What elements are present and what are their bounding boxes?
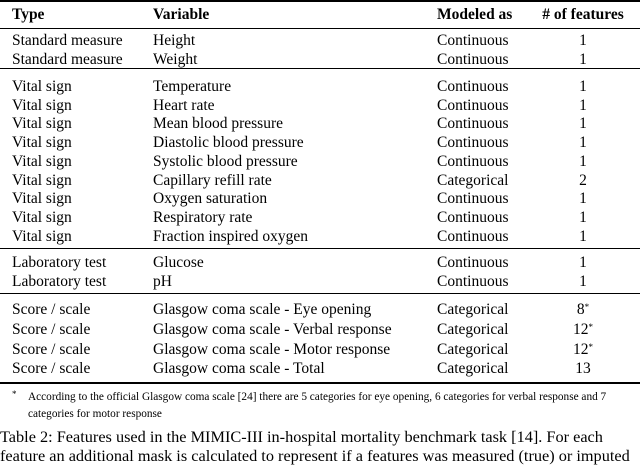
table-row	[0, 31, 640, 50]
cell-features	[540, 114, 626, 133]
cell-type: Score / scale	[12, 320, 91, 338]
cell-modeled-as: Continuous	[437, 254, 509, 271]
cell-features	[540, 171, 626, 190]
cell-type: Vital sign	[12, 227, 72, 245]
cell-modeled-as: Continuous	[437, 190, 509, 208]
table-row	[0, 340, 640, 359]
cell-type: Score / scale	[12, 340, 91, 358]
footnote-ref: *	[584, 302, 590, 312]
cell-modeled-as: Continuous	[437, 273, 509, 290]
feature-count: 8	[576, 301, 585, 318]
table-row	[0, 96, 640, 115]
cell-modeled-as: Continuous	[437, 32, 509, 49]
cell-type: Laboratory test	[12, 254, 107, 271]
cell-modeled-as: Continuous	[437, 134, 509, 152]
cell-features	[540, 320, 626, 339]
footnote-mark: *	[12, 389, 17, 399]
feature-count: 1	[579, 227, 587, 245]
cell-modeled-as: Categorical	[437, 320, 509, 338]
cell-modeled-as: Continuous	[437, 227, 509, 245]
table-row	[0, 272, 640, 291]
cell-features	[540, 300, 626, 319]
table-row	[0, 152, 640, 171]
cell-type: Vital sign	[12, 171, 72, 189]
cell-variable: Mean blood pressure	[153, 115, 283, 133]
footnote	[28, 389, 638, 423]
cell-modeled-as: Continuous	[437, 96, 509, 114]
cell-features	[540, 253, 626, 272]
cell-type: Standard measure	[12, 32, 123, 49]
feature-count: 1	[579, 134, 587, 152]
top-rule	[0, 0, 640, 2]
feature-count: 1	[579, 32, 587, 49]
cell-features	[540, 208, 626, 227]
cell-type: Standard measure	[12, 50, 123, 68]
footnote-line-1: According to the official Glasgow coma scale [24] there are 5 categories for eye opening, 6 categories for verbal response and 7	[28, 391, 607, 403]
header-variable: Variable	[153, 6, 210, 23]
cell-variable: Glasgow coma scale - Eye opening	[153, 301, 372, 318]
cell-type: Vital sign	[12, 208, 72, 226]
cell-modeled-as: Categorical	[437, 360, 509, 378]
feature-count: 1	[579, 115, 587, 133]
cell-variable: Diastolic blood pressure	[153, 134, 304, 152]
table-row	[0, 300, 640, 319]
cell-modeled-as: Categorical	[437, 301, 509, 318]
cell-variable: Glasgow coma scale - Motor response	[153, 340, 391, 358]
feature-count: 1	[579, 273, 587, 290]
table-row	[0, 359, 640, 378]
bottom-rule	[0, 382, 640, 384]
cell-variable: Heart rate	[153, 96, 215, 114]
cell-modeled-as: Categorical	[437, 171, 509, 189]
table-row	[0, 171, 640, 190]
cell-type: Vital sign	[12, 115, 72, 133]
cell-variable: Respiratory rate	[153, 208, 253, 226]
caption-line-1: Table 2: Features used in the MIMIC-III in-hospital mortality benchmark task [14]. For each	[0, 427, 603, 446]
header-type: Type	[12, 6, 45, 23]
table-row	[0, 208, 640, 227]
feature-count: 1	[579, 152, 587, 170]
cell-type: Score / scale	[12, 301, 91, 318]
cell-type: Score / scale	[12, 360, 91, 378]
cell-features	[540, 189, 626, 208]
cell-type: Laboratory test	[12, 273, 107, 290]
feature-count: 1	[579, 190, 587, 208]
cell-features	[540, 227, 626, 246]
cell-variable: Systolic blood pressure	[153, 152, 298, 170]
cell-type: Vital sign	[12, 78, 72, 95]
cell-modeled-as: Continuous	[437, 50, 509, 68]
table-row	[0, 114, 640, 133]
cell-variable: Glasgow coma scale - Verbal response	[153, 320, 392, 338]
cell-features	[540, 340, 626, 359]
cell-type: Vital sign	[12, 96, 72, 114]
group-rule	[0, 68, 640, 69]
footnote-ref: *	[588, 341, 593, 352]
feature-count: 1	[579, 96, 587, 114]
table-row	[0, 50, 640, 69]
cell-variable: Fraction inspired oxygen	[153, 227, 308, 245]
cell-variable: Glucose	[153, 254, 204, 271]
feature-count: 1	[579, 254, 587, 271]
group-rule	[0, 248, 640, 249]
table-row	[0, 227, 640, 246]
feature-count: 2	[579, 171, 587, 189]
table-row	[0, 320, 640, 339]
cell-type: Vital sign	[12, 190, 72, 208]
feature-count: 1	[579, 78, 587, 95]
feature-count: 12	[573, 340, 589, 358]
cell-features	[540, 31, 626, 50]
header-row	[0, 5, 640, 24]
cell-variable: Height	[153, 32, 196, 49]
cell-features	[540, 133, 626, 152]
cell-features	[540, 359, 626, 378]
cell-type: Vital sign	[12, 134, 72, 152]
cell-features	[540, 96, 626, 115]
cell-variable: Capillary refill rate	[153, 171, 272, 189]
header-rule	[0, 28, 640, 29]
table-row	[0, 133, 640, 152]
header-modeled: Modeled as	[437, 6, 513, 23]
cell-variable: Weight	[153, 50, 198, 68]
table-caption	[0, 427, 638, 465]
cell-features	[540, 272, 626, 291]
cell-variable: pH	[153, 273, 172, 290]
group-rule	[0, 293, 640, 294]
cell-features	[540, 77, 626, 96]
cell-variable: Oxygen saturation	[153, 190, 268, 208]
cell-modeled-as: Continuous	[437, 115, 509, 133]
caption-line-2: feature an additional mask is calculated to represent if a features was measured (true) or imputed	[0, 446, 630, 465]
table-row	[0, 253, 640, 272]
footnote-ref: *	[588, 321, 593, 332]
cell-modeled-as: Continuous	[437, 208, 509, 226]
cell-features	[540, 152, 626, 171]
cell-modeled-as: Continuous	[437, 78, 509, 95]
cell-modeled-as: Categorical	[437, 340, 509, 358]
cell-variable: Glasgow coma scale - Total	[153, 360, 325, 378]
cell-features	[540, 50, 626, 69]
cell-modeled-as: Continuous	[437, 152, 509, 170]
footnote-line-2: categories for motor response	[28, 408, 162, 420]
cell-type: Vital sign	[12, 152, 72, 170]
feature-count: 1	[579, 208, 587, 226]
table-row	[0, 77, 640, 96]
cell-variable: Temperature	[153, 78, 232, 95]
table-row	[0, 189, 640, 208]
feature-count: 12	[573, 320, 589, 338]
header-features: # of features	[542, 6, 624, 23]
feature-count: 1	[579, 50, 587, 68]
feature-count: 13	[575, 360, 591, 378]
